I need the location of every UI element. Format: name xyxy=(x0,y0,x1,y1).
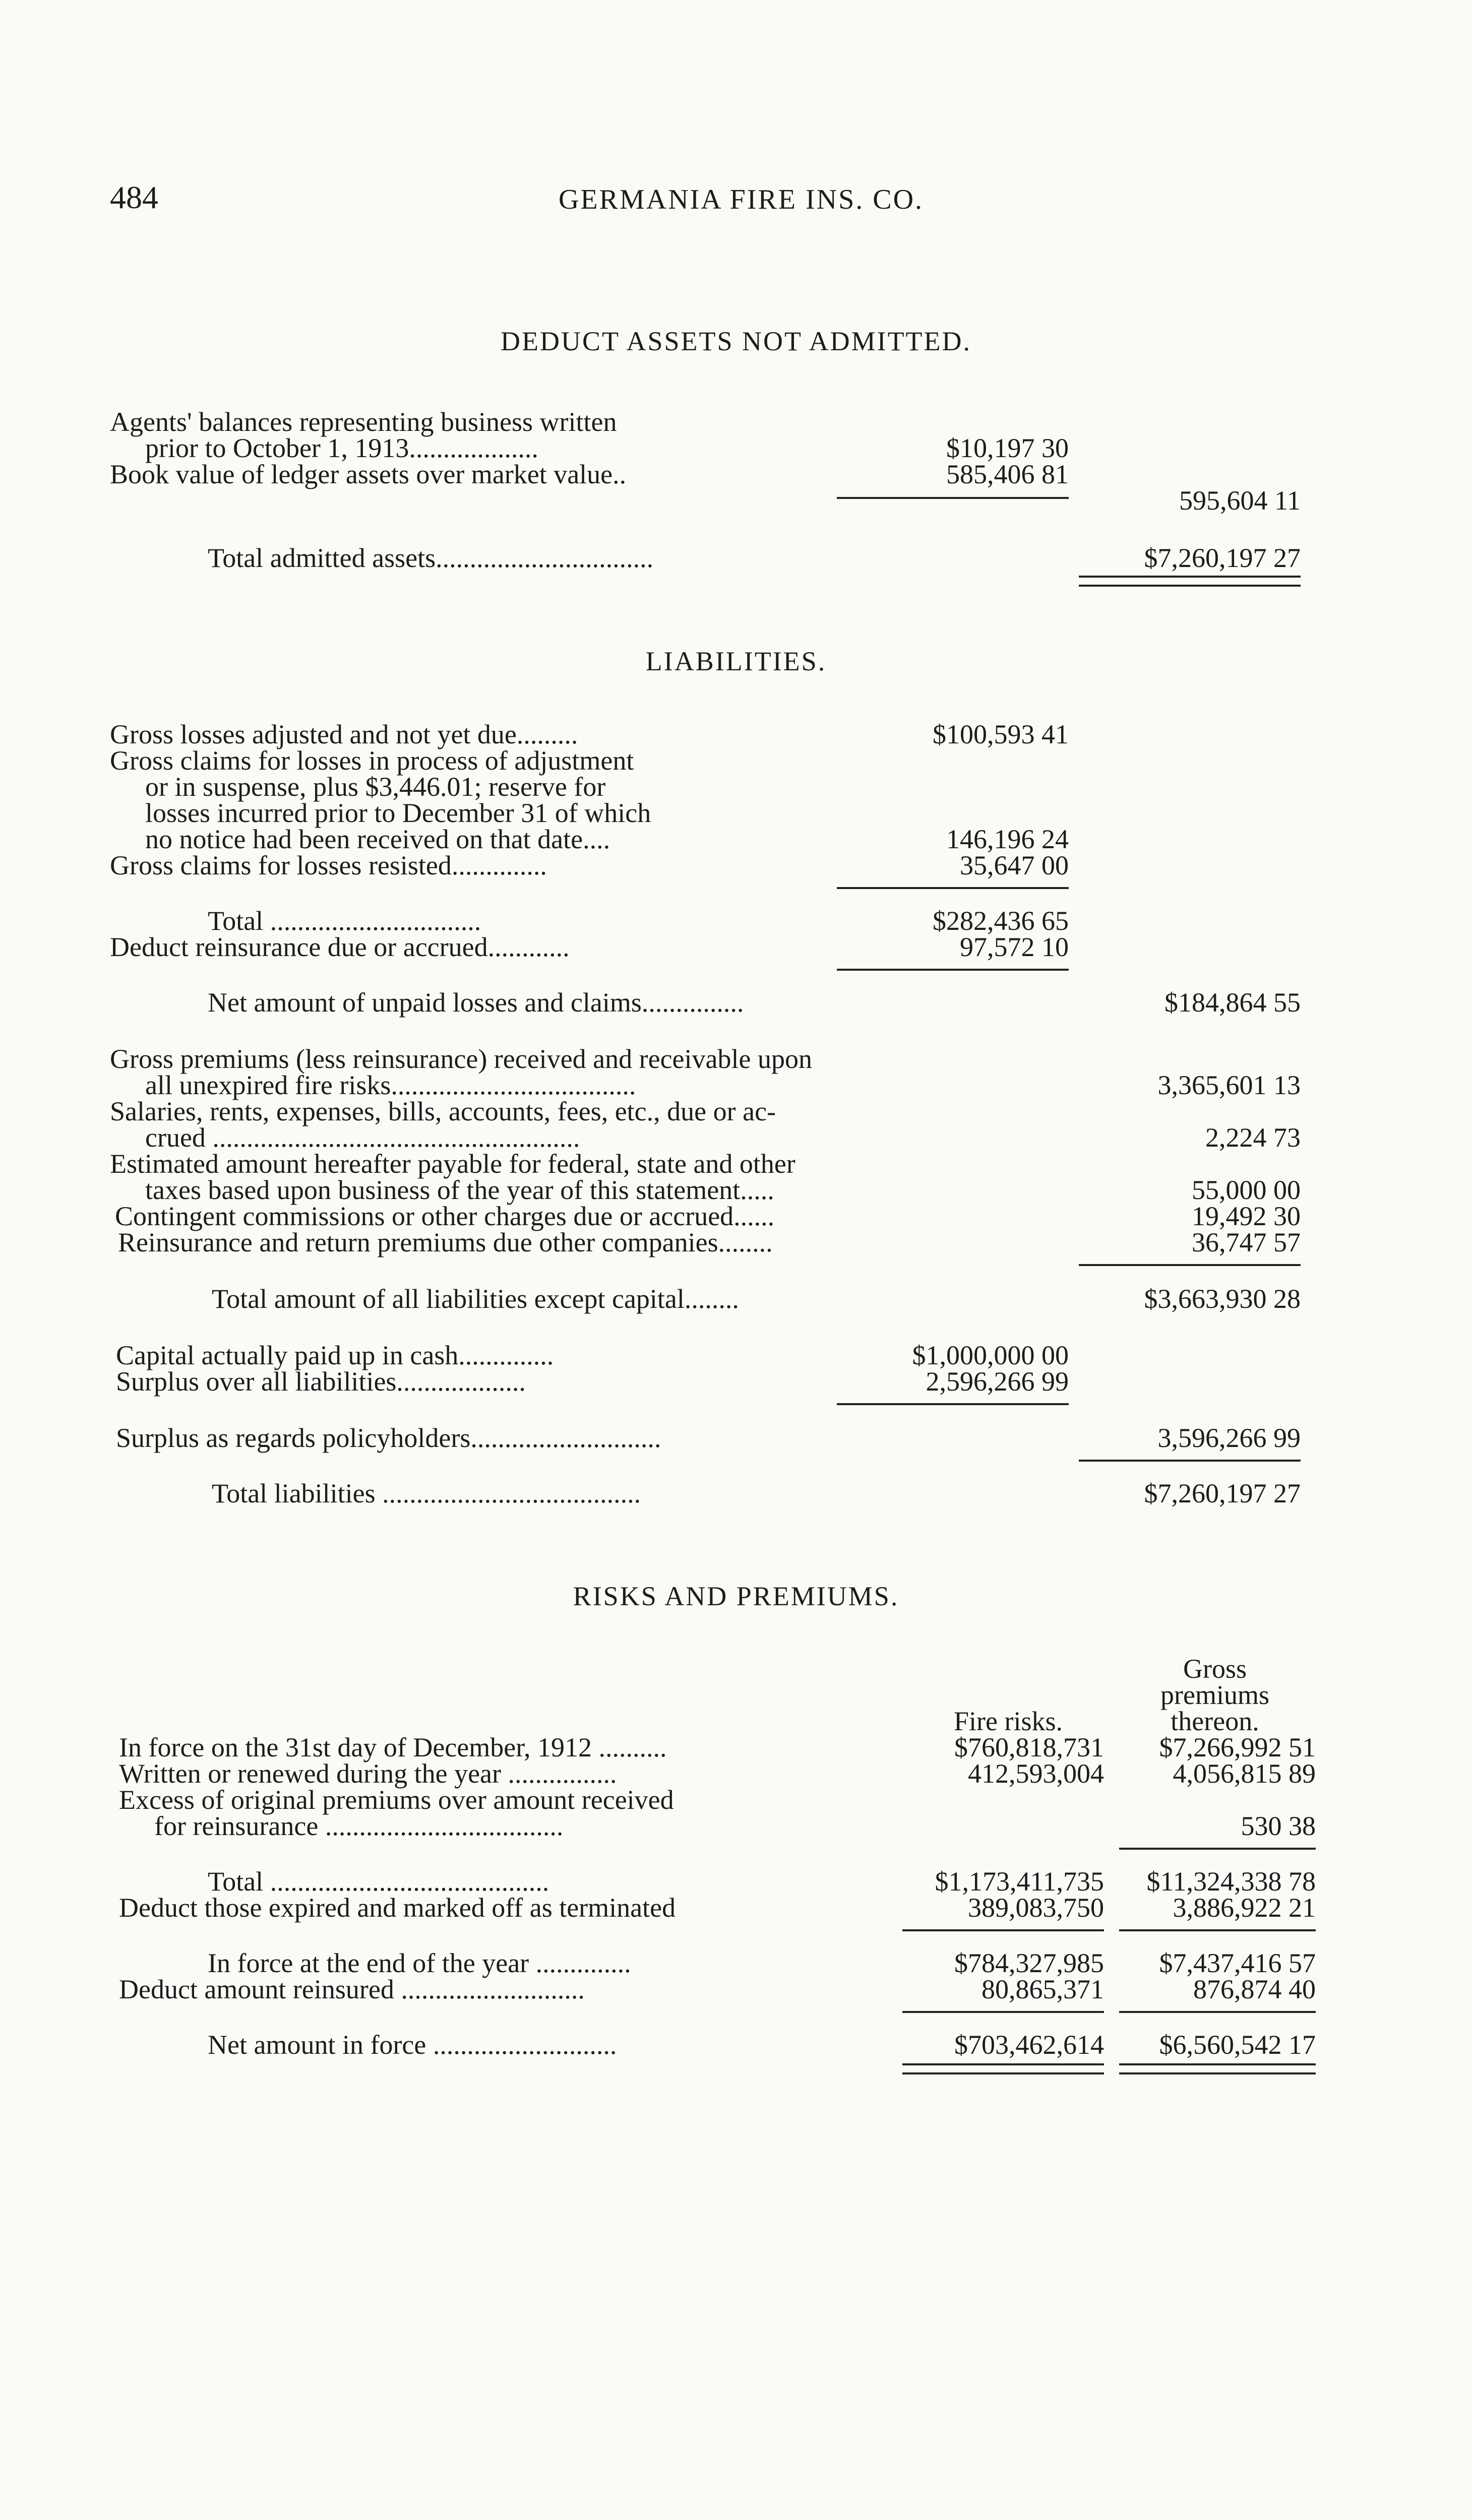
claims-adjustment-label-4: no notice had been received on that date.... xyxy=(145,824,610,854)
salaries-amount: 2,224 73 xyxy=(1205,1122,1301,1153)
surplus-policyholders-amount: 3,596,266 99 xyxy=(1157,1423,1301,1453)
table-row-premium: 876,874 40 xyxy=(1193,1974,1316,2004)
losses-total-amount: $282,436 65 xyxy=(933,906,1069,936)
surplus-over-liabilities-amount: 2,596,266 99 xyxy=(926,1366,1069,1397)
not-admitted-sum: 595,604 11 xyxy=(1179,485,1301,516)
book-value-amount: 585,406 81 xyxy=(946,459,1069,489)
double-rule xyxy=(1079,576,1301,587)
deduct-section-title: DEDUCT ASSETS NOT ADMITTED. xyxy=(500,326,972,356)
table-row-fire: 412,593,004 xyxy=(968,1758,1104,1789)
claims-adjustment-amount: 146,196 24 xyxy=(946,824,1069,854)
salaries-label-2: crued ...................................................... xyxy=(145,1122,580,1153)
agents-balances-label-2: prior to October 1, 1913................... xyxy=(145,433,538,463)
running-title: GERMANIA FIRE INS. CO. xyxy=(558,184,924,215)
table-row-premium: 4,056,815 89 xyxy=(1173,1758,1316,1789)
claims-resisted-amount: 35,647 00 xyxy=(960,850,1069,880)
deduct-reinsurance-label: Deduct reinsurance due or accrued............ xyxy=(110,932,570,962)
table-row-label: Excess of original premiums over amount received xyxy=(119,1785,674,1815)
liabilities-title: LIABILITIES. xyxy=(645,646,827,676)
table-row-fire: $760,818,731 xyxy=(954,1732,1104,1762)
deduct-reinsurance-amount: 97,572 10 xyxy=(960,932,1069,962)
net-unpaid-label: Net amount of unpaid losses and claims............... xyxy=(208,987,744,1018)
table-row-label: Deduct those expired and marked off as terminated xyxy=(119,1893,676,1923)
rule xyxy=(902,1929,1104,1931)
taxes-amount: 55,000 00 xyxy=(1192,1175,1301,1205)
taxes-label-2: taxes based upon business of the year of this statement..... xyxy=(145,1175,774,1205)
rule xyxy=(1119,1848,1316,1850)
table-row-premium: $7,266,992 51 xyxy=(1159,1732,1316,1762)
col-fire-risks: Fire risks. xyxy=(954,1706,1063,1736)
total-admitted-label: Total admitted assets................................ xyxy=(208,543,654,573)
table-row-premium: $6,560,542 17 xyxy=(1159,2030,1316,2060)
rule xyxy=(837,969,1069,971)
table-row-label: for reinsurance ................................... xyxy=(154,1811,564,1841)
rule xyxy=(837,1403,1069,1405)
agents-balances-amount: $10,197 30 xyxy=(946,433,1069,463)
table-row-label: In force at the end of the year .............. xyxy=(208,1948,631,1978)
risks-premiums-title: RISKS AND PREMIUMS. xyxy=(573,1581,899,1611)
table-row-premium: $11,324,338 78 xyxy=(1146,1866,1316,1897)
capital-paid-label: Capital actually paid up in cash.............. xyxy=(116,1340,554,1370)
table-row-label: In force on the 31st day of December, 1912 .......... xyxy=(119,1732,667,1762)
table-row-label: Deduct amount reinsured ........................... xyxy=(119,1974,585,2004)
table-row-fire: $703,462,614 xyxy=(954,2030,1104,2060)
gross-premiums-amount: 3,365,601 13 xyxy=(1157,1070,1301,1100)
contingent-label: Contingent commissions or other charges due or accrued...... xyxy=(115,1201,775,1231)
claims-resisted-label: Gross claims for losses resisted.............. xyxy=(110,850,547,880)
book-value-label: Book value of ledger assets over market value.. xyxy=(110,459,627,489)
col-gross-line-1: Gross xyxy=(1183,1654,1247,1684)
gross-premiums-label-1: Gross premiums (less reinsurance) received and receivable upon xyxy=(110,1044,812,1074)
claims-adjustment-label-2: or in suspense, plus $3,446.01; reserve for xyxy=(145,772,606,802)
rule xyxy=(837,497,1069,499)
agents-balances-label-1: Agents' balances representing business written xyxy=(110,407,617,437)
total-liabilities-except-capital-label: Total amount of all liabilities except capital........ xyxy=(212,1284,739,1314)
taxes-label-1: Estimated amount hereafter payable for federal, state and other xyxy=(110,1149,795,1179)
gross-premiums-label-2: all unexpired fire risks.................................... xyxy=(145,1070,636,1100)
table-row-fire: 80,865,371 xyxy=(982,1974,1104,2004)
table-row-fire: $784,327,985 xyxy=(954,1948,1104,1978)
salaries-label-1: Salaries, rents, expenses, bills, accounts, fees, etc., due or ac- xyxy=(110,1096,776,1126)
total-liabilities-amount: $7,260,197 27 xyxy=(1144,1478,1301,1508)
rule xyxy=(1119,1929,1316,1931)
rule xyxy=(902,2011,1104,2013)
table-row-fire: 389,083,750 xyxy=(968,1893,1104,1923)
table-row-label: Net amount in force ........................... xyxy=(208,2030,617,2060)
losses-adjusted-label: Gross losses adjusted and not yet due......... xyxy=(110,719,578,749)
table-row-fire: $1,173,411,735 xyxy=(935,1866,1104,1897)
contingent-amount: 19,492 30 xyxy=(1192,1201,1301,1231)
rule xyxy=(1079,1460,1301,1462)
double-rule xyxy=(902,2063,1104,2074)
net-unpaid-amount: $184,864 55 xyxy=(1164,987,1301,1018)
table-row-premium: 3,886,922 21 xyxy=(1173,1893,1316,1923)
total-liabilities-except-capital-amount: $3,663,930 28 xyxy=(1144,1284,1301,1314)
rule xyxy=(1079,1264,1301,1266)
table-row-label: Total ......................................... xyxy=(208,1866,549,1897)
col-gross-line-3: thereon. xyxy=(1171,1706,1259,1736)
losses-adjusted-amount: $100,593 41 xyxy=(933,719,1069,749)
reinsurance-return-amount: 36,747 57 xyxy=(1192,1227,1301,1257)
double-rule xyxy=(1119,2063,1316,2074)
rule xyxy=(837,887,1069,889)
table-row-premium: $7,437,416 57 xyxy=(1159,1948,1316,1978)
surplus-over-liabilities-label: Surplus over all liabilities................... xyxy=(116,1366,526,1397)
claims-adjustment-label-1: Gross claims for losses in process of adjustment xyxy=(110,745,634,776)
col-gross-line-2: premiums xyxy=(1160,1680,1269,1710)
table-row-premium: 530 38 xyxy=(1241,1811,1316,1841)
table-row-label: Written or renewed during the year ................ xyxy=(119,1758,617,1789)
rule xyxy=(1119,2011,1316,2013)
reinsurance-return-label: Reinsurance and return premiums due other companies........ xyxy=(118,1227,773,1257)
capital-paid-amount: $1,000,000 00 xyxy=(912,1340,1069,1370)
surplus-policyholders-label: Surplus as regards policyholders............................ xyxy=(116,1423,661,1453)
total-liabilities-label: Total liabilities ...................................... xyxy=(212,1478,641,1508)
page-number: 484 xyxy=(110,179,158,215)
total-admitted-amount: $7,260,197 27 xyxy=(1144,543,1301,573)
losses-total-label: Total ............................... xyxy=(208,906,481,936)
claims-adjustment-label-3: losses incurred prior to December 31 of which xyxy=(145,798,651,828)
